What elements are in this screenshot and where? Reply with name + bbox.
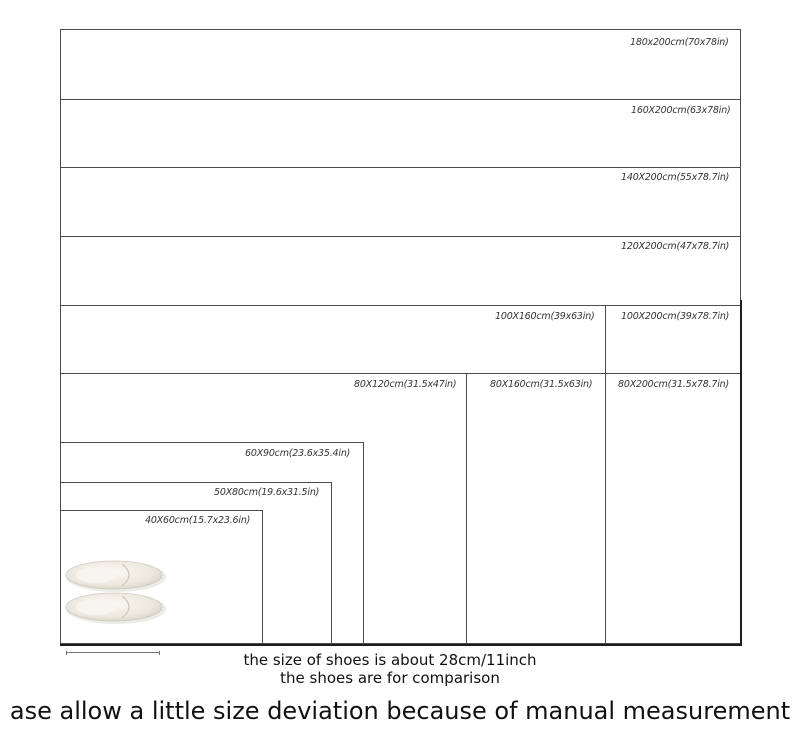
size-label-40x60: 40X60cm(15.7x23.6in): [145, 515, 251, 526]
baseline: [60, 644, 742, 646]
size-label-100x160: 100X160cm(39x63in): [495, 311, 595, 322]
deviation-note: ase allow a little size deviation because of manual measurement: [9, 697, 791, 725]
comparison-note: the shoes are for comparison: [280, 669, 500, 687]
slippers-icon: [62, 555, 170, 631]
size-label-120x200: 120X200cm(47x78.7in): [621, 241, 730, 252]
size-label-80x160: 80X160cm(31.5x63in): [490, 379, 593, 390]
size-rect-80x160: [466, 373, 606, 644]
size-label-60x90: 60X90cm(23.6x35.4in): [245, 448, 351, 459]
size-label-50x80: 50X80cm(19.6x31.5in): [214, 487, 320, 498]
size-rect-80x200: [605, 373, 742, 644]
size-label-100x200: 100X200cm(39x78.7in): [621, 311, 730, 322]
size-label-180x200: 180x200cm(70x78in): [630, 37, 729, 48]
size-label-80x120: 80X120cm(31.5x47in): [354, 379, 457, 390]
shoe-size-note: the size of shoes is about 28cm/11inch: [243, 651, 537, 669]
size-label-140x200: 140X200cm(55x78.7in): [621, 172, 730, 183]
scale-bar: [66, 651, 160, 655]
size-label-160x200: 160X200cm(63x78in): [631, 105, 731, 116]
size-label-80x200: 80X200cm(31.5x78.7in): [618, 379, 730, 390]
right-edge: [740, 300, 742, 646]
